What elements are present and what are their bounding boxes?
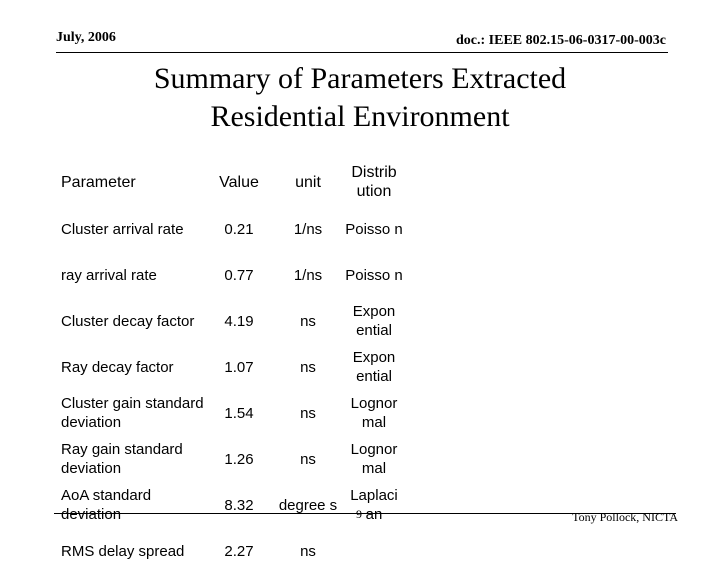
table-header-row [54, 158, 414, 206]
cell-unit: 1/ns [293, 220, 323, 238]
cell-distribution: Lognor mal [350, 395, 398, 431]
header-doc-id: doc.: IEEE 802.15-06-0317-00-003c [456, 33, 666, 48]
cell-unit: ns [300, 450, 316, 468]
cell-parameter: ray arrival rate [61, 266, 157, 284]
table-row [54, 252, 414, 298]
cell-unit: ns [300, 542, 316, 560]
cell-parameter: Cluster gain standard deviation [61, 395, 204, 431]
cell-parameter: Ray decay factor [61, 358, 174, 376]
cell-value: 1.54 [224, 404, 254, 422]
header-date: July, 2006 [56, 30, 116, 45]
table-row [54, 436, 414, 482]
cell-parameter: RMS delay spread [61, 542, 185, 560]
cell-value: 0.21 [224, 220, 254, 238]
header-divider [56, 52, 668, 53]
cell-distribution: Expon ential [352, 349, 396, 385]
cell-unit: ns [300, 358, 316, 376]
col-header-value: Value [219, 173, 259, 191]
cell-value: 0.77 [224, 266, 254, 284]
col-header-unit: unit [295, 173, 321, 191]
cell-value: 2.27 [224, 542, 254, 560]
cell-value: 1.26 [224, 450, 254, 468]
cell-unit: ns [300, 312, 316, 330]
cell-unit: degree s [278, 496, 338, 514]
table-row [54, 344, 414, 390]
col-header-parameter: Parameter [61, 173, 136, 191]
cell-value: 4.19 [224, 312, 254, 330]
slide-title [0, 60, 720, 136]
cell-parameter: Cluster decay factor [61, 312, 195, 330]
cell-unit: 1/ns [293, 266, 323, 284]
cell-value: 1.07 [224, 358, 254, 376]
title-line-2: Residential Environment [210, 100, 510, 133]
table-row [54, 206, 414, 252]
col-header-distribution: Distrib ution [351, 164, 397, 200]
table-row [54, 528, 414, 574]
cell-distribution: Poisso n [345, 220, 403, 238]
cell-parameter: Ray gain standard deviation [61, 441, 183, 477]
cell-distribution: Lognor mal [350, 441, 398, 477]
footer-author: Tony Pollock, NICTA [572, 510, 678, 524]
cell-distribution: Laplaci an [350, 487, 398, 523]
table-row [54, 298, 414, 344]
cell-distribution: Expon ential [352, 303, 396, 339]
cell-parameter: AoA standard deviation [61, 487, 152, 523]
cell-unit: ns [300, 404, 316, 422]
cell-distribution: Poisso n [345, 266, 403, 284]
cell-value: 8.32 [224, 496, 254, 514]
table-row [54, 390, 414, 436]
cell-parameter: Cluster arrival rate [61, 220, 184, 238]
page-number: 9 [356, 507, 362, 521]
title-line-1: Summary of Parameters Extracted [153, 62, 567, 95]
